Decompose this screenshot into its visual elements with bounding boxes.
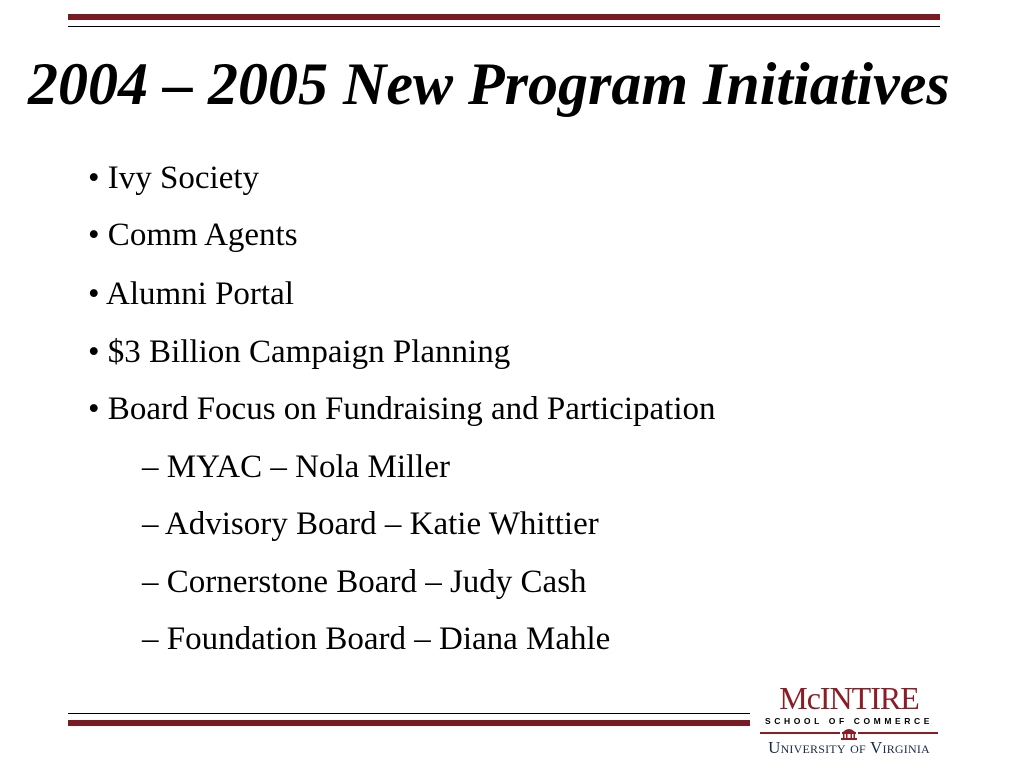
mcintire-logo bbox=[760, 682, 938, 758]
sub-item-cornerstone-board: – Cornerstone Board – Judy Cash bbox=[142, 564, 587, 600]
bullet-item-alumni-portal: • Alumni Portal bbox=[88, 276, 294, 312]
bullet-item-comm-agents: • Comm Agents bbox=[88, 217, 298, 253]
logo-wordmark: McINTIRE bbox=[779, 680, 919, 716]
sub-item-foundation-board: – Foundation Board – Diana Mahle bbox=[142, 621, 611, 657]
sub-item-advisory-board: – Advisory Board – Katie Whittier bbox=[142, 506, 599, 542]
bullet-item-board-focus: • Board Focus on Fundraising and Participation bbox=[88, 391, 716, 427]
top-rule-thick bbox=[68, 14, 940, 20]
bottom-rule-thick bbox=[68, 720, 750, 726]
bullet-item-ivy-society: • Ivy Society bbox=[88, 160, 260, 196]
logo-school-line: SCHOOL OF COMMERCE bbox=[764, 716, 934, 726]
top-rule-thin bbox=[68, 26, 940, 27]
sub-item-myac: – MYAC – Nola Miller bbox=[142, 449, 450, 485]
logo-university: University of Virginia bbox=[768, 738, 930, 757]
bullet-item-campaign-planning: • $3 Billion Campaign Planning bbox=[88, 334, 511, 370]
bottom-rule-thin bbox=[68, 713, 750, 714]
logo-divider-right bbox=[858, 732, 938, 734]
logo-divider-left bbox=[760, 732, 840, 734]
slide-title: 2004 – 2005 New Program Initiatives bbox=[28, 51, 950, 117]
